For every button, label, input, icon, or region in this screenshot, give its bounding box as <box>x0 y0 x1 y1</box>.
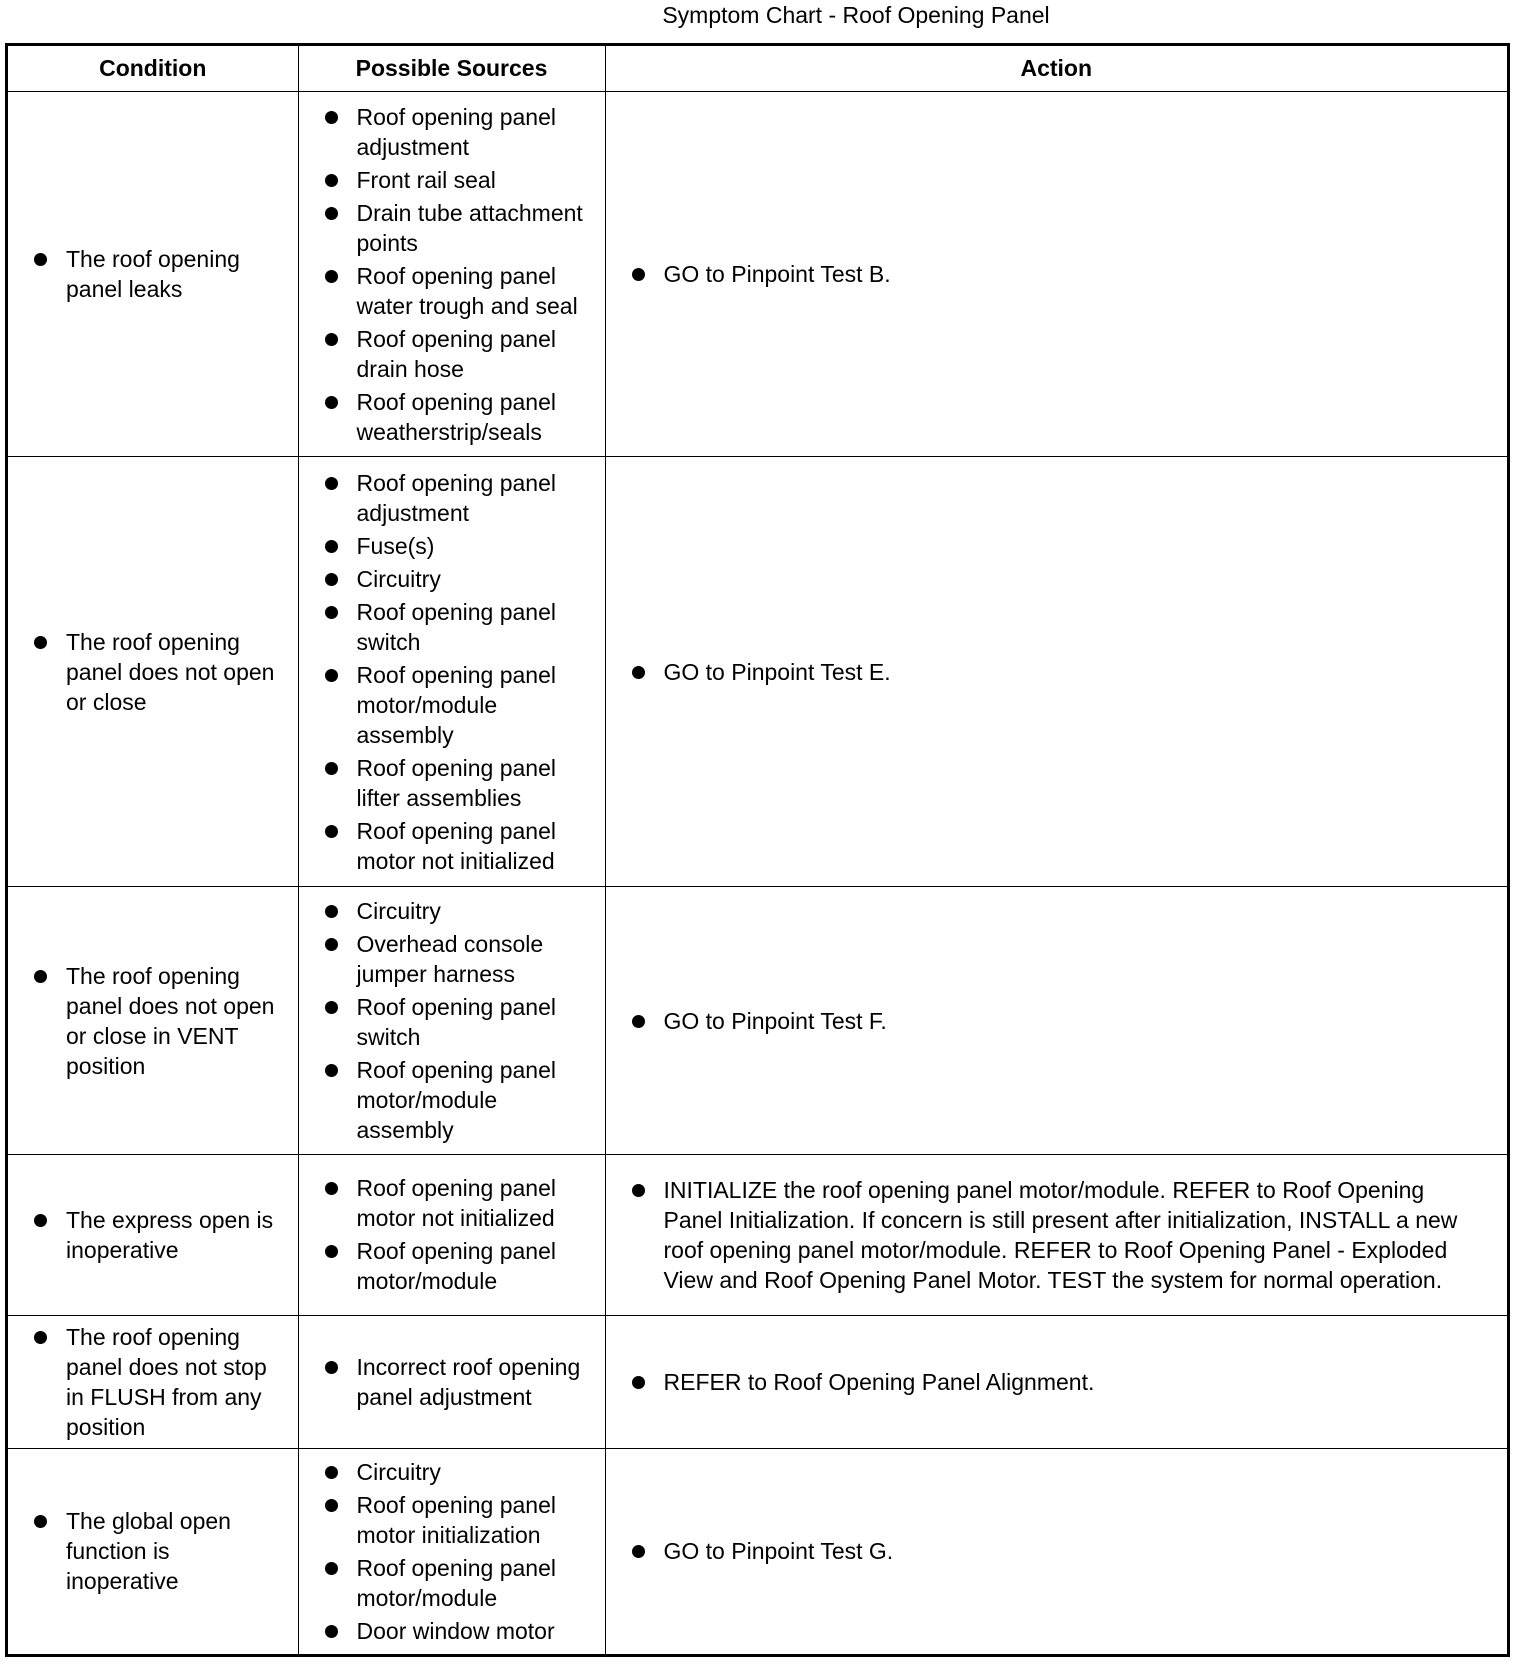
possible-source-item: Roof opening panel water trough and seal <box>299 261 605 321</box>
table-row <box>8 457 1507 887</box>
action-list <box>606 1175 1508 1295</box>
possible-sources-list <box>299 1457 605 1646</box>
possible-sources-list <box>299 896 605 1145</box>
table-row <box>8 1154 1507 1315</box>
condition-header: Condition <box>8 46 298 92</box>
possible-source-item: Circuitry <box>299 896 605 926</box>
possible-source-item: Roof opening panel motor/module assembly <box>299 660 605 750</box>
page-title: Symptom Chart - Roof Opening Panel <box>662 2 1050 28</box>
action-list <box>606 1367 1508 1397</box>
possible-source-item: Roof opening panel switch <box>299 992 605 1052</box>
action-list <box>606 657 1508 687</box>
action-cell <box>605 92 1507 457</box>
possible-sources-list <box>299 1352 605 1412</box>
possible-source-item: Roof opening panel weatherstrip/seals <box>299 387 605 447</box>
symptom-chart <box>5 43 1510 1657</box>
possible-sources-cell <box>298 457 605 887</box>
table-row <box>8 1316 1507 1449</box>
header-row <box>8 46 1507 92</box>
action-cell <box>605 887 1507 1154</box>
condition-cell <box>8 92 298 457</box>
condition-item: The global open function is inoperative <box>8 1506 298 1596</box>
action-item: GO to Pinpoint Test B. <box>606 259 1508 289</box>
condition-item: The roof opening panel does not stop in FLUSH from any position <box>8 1322 298 1442</box>
possible-source-item: Incorrect roof opening panel adjustment <box>299 1352 605 1412</box>
condition-item: The roof opening panel does not open or close in VENT position <box>8 961 298 1081</box>
possible-sources-cell <box>298 1154 605 1315</box>
action-cell <box>605 457 1507 887</box>
action-cell <box>605 1316 1507 1449</box>
possible-sources-cell <box>298 1316 605 1449</box>
possible-source-item: Roof opening panel adjustment <box>299 102 605 162</box>
possible-source-item: Roof opening panel drain hose <box>299 324 605 384</box>
possible-source-item: Front rail seal <box>299 165 605 195</box>
condition-list <box>8 1322 298 1442</box>
condition-list <box>8 1205 298 1265</box>
condition-list <box>8 961 298 1081</box>
possible-source-item: Drain tube attachment points <box>299 198 605 258</box>
symptom-table <box>8 46 1507 1654</box>
possible-source-item: Fuse(s) <box>299 531 605 561</box>
condition-item: The roof opening panel leaks <box>8 244 298 304</box>
possible-sources-cell <box>298 92 605 457</box>
possible-sources-header: Possible Sources <box>298 46 605 92</box>
possible-source-item: Roof opening panel motor/module <box>299 1236 605 1296</box>
possible-source-item: Roof opening panel motor/module assembly <box>299 1055 605 1145</box>
possible-sources-cell <box>298 1448 605 1654</box>
possible-sources-list <box>299 102 605 447</box>
condition-cell <box>8 1316 298 1449</box>
condition-item: The roof opening panel does not open or close <box>8 627 298 717</box>
possible-source-item: Circuitry <box>299 1457 605 1487</box>
table-row <box>8 887 1507 1154</box>
action-cell <box>605 1154 1507 1315</box>
action-item: GO to Pinpoint Test F. <box>606 1006 1508 1036</box>
condition-item: The express open is inoperative <box>8 1205 298 1265</box>
action-list <box>606 1006 1508 1036</box>
condition-cell <box>8 887 298 1154</box>
action-item: GO to Pinpoint Test E. <box>606 657 1508 687</box>
possible-sources-list <box>299 468 605 876</box>
possible-source-item: Overhead console jumper harness <box>299 929 605 989</box>
condition-list <box>8 1506 298 1596</box>
possible-source-item: Roof opening panel motor not initialized <box>299 1173 605 1233</box>
possible-sources-cell <box>298 887 605 1154</box>
possible-source-item: Circuitry <box>299 564 605 594</box>
condition-list <box>8 244 298 304</box>
condition-list <box>8 627 298 717</box>
action-list <box>606 1536 1508 1566</box>
possible-source-item: Roof opening panel switch <box>299 597 605 657</box>
table-row <box>8 92 1507 457</box>
action-item: INITIALIZE the roof opening panel motor/module. REFER to Roof Opening Panel Initialization. If concern is still present after initialization, INSTALL a new roof opening panel motor/module. REFER to Roof Opening Panel - Exploded View and Roof Opening Panel Motor. TEST the system for normal operation. <box>606 1175 1508 1295</box>
possible-source-item: Roof opening panel motor/module <box>299 1553 605 1613</box>
action-item: REFER to Roof Opening Panel Alignment. <box>606 1367 1508 1397</box>
table-row <box>8 1448 1507 1654</box>
possible-sources-list <box>299 1173 605 1296</box>
action-item: GO to Pinpoint Test G. <box>606 1536 1508 1566</box>
possible-source-item: Roof opening panel motor not initialized <box>299 816 605 876</box>
condition-cell <box>8 1154 298 1315</box>
action-list <box>606 259 1508 289</box>
possible-source-item: Roof opening panel adjustment <box>299 468 605 528</box>
possible-source-item: Door window motor <box>299 1616 605 1646</box>
action-header: Action <box>605 46 1507 92</box>
condition-cell <box>8 457 298 887</box>
action-cell <box>605 1448 1507 1654</box>
possible-source-item: Roof opening panel motor initialization <box>299 1490 605 1550</box>
possible-source-item: Roof opening panel lifter assemblies <box>299 753 605 813</box>
condition-cell <box>8 1448 298 1654</box>
